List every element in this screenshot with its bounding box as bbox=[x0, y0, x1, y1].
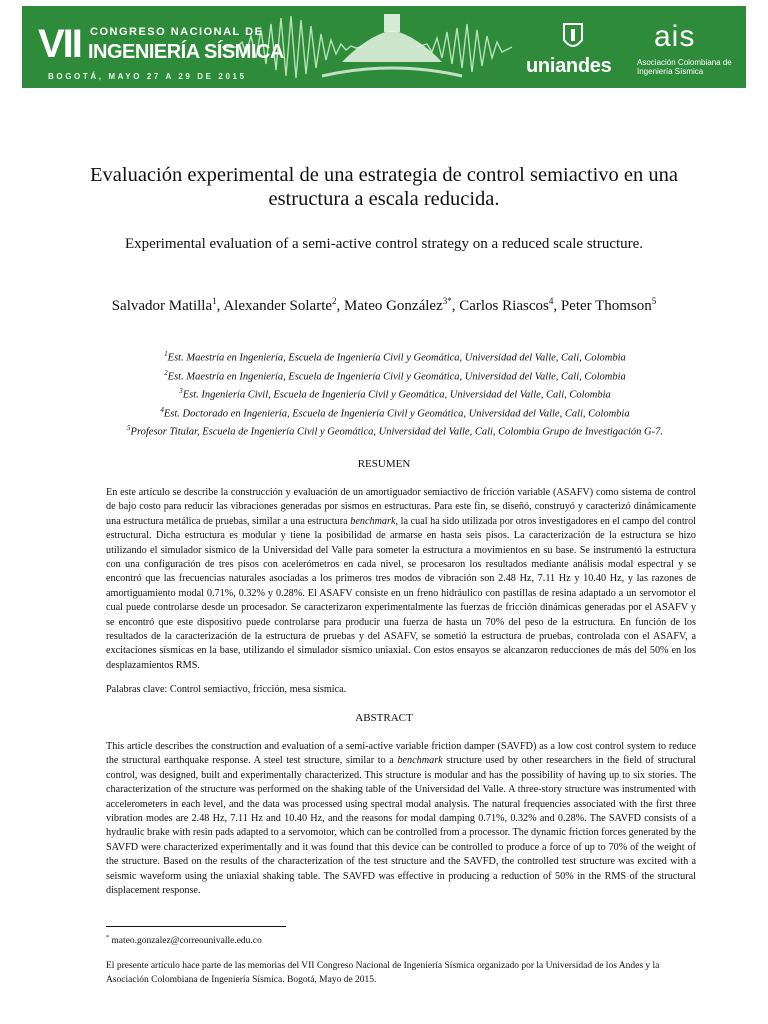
abstract-paragraph bbox=[106, 740, 696, 898]
logo-vii-numeral: VII bbox=[38, 22, 81, 66]
affiliation-text: Est. Ingeniería Civil, Escuela de Ingeniería Civil y Geomática, Universidad del Valle, Cali, Colombia bbox=[182, 389, 611, 401]
affiliation-text: Profesor Titular, Escuela de Ingeniería Civil y Geomática, Universidad del Valle, Cali, Colombia Grupo de Investigación G-7. bbox=[130, 426, 663, 438]
footnote bbox=[106, 935, 262, 946]
author-name: Alexander Solarte bbox=[223, 298, 333, 314]
affiliation-list bbox=[100, 347, 690, 440]
paper-subtitle: Experimental evaluation of a semi-active control strategy on a reduced scale structure. bbox=[124, 236, 644, 252]
affiliation-mark: 4 bbox=[160, 405, 164, 414]
proceedings-note: El presente artículo hace parte de las memorias del VII Congreso Nacional de Ingeniería Sísmica organizado por la Universidad de los Andes y la Asociación Colombiana de Ingeniería Sísmica. Bogotá, Mayo de 2015. bbox=[106, 961, 660, 985]
author-affiliation-mark: 1 bbox=[212, 296, 217, 306]
affiliation-mark: 5 bbox=[127, 424, 131, 432]
affiliation-mark: 1 bbox=[164, 350, 168, 358]
footnote-divider bbox=[106, 926, 286, 927]
affiliation-item bbox=[100, 421, 690, 440]
author-name: Salvador Matilla bbox=[111, 298, 213, 314]
affiliation-text: Est. Maestría en Ingeniería, Escuela de Ingeniería Civil y Geomática, Universidad del Valle, Cali, Colombia bbox=[167, 371, 626, 382]
author-affiliation-mark: 2 bbox=[332, 296, 337, 306]
affiliation-item bbox=[100, 403, 690, 422]
uniandes-logo-text: uniandes bbox=[526, 55, 612, 77]
resumen-paragraph bbox=[106, 486, 696, 673]
author-separator: , bbox=[216, 298, 224, 314]
footnote-mark: * bbox=[106, 935, 109, 941]
affiliation-item bbox=[100, 366, 690, 385]
footnote-email[interactable]: mateo.gonzalez@correounivalle.edu.co bbox=[111, 936, 262, 947]
ais-logo-text: ais bbox=[654, 20, 696, 53]
author-name: Mateo González bbox=[344, 298, 443, 314]
author-name: Carlos Riascos bbox=[459, 298, 549, 314]
author-affiliation-mark: 3* bbox=[442, 296, 452, 306]
logo-line-2: INGENIERÍA SÍSMICA bbox=[88, 41, 284, 63]
resumen-heading: RESUMEN bbox=[357, 458, 411, 470]
logo-line-1: CONGRESO NACIONAL DE bbox=[90, 26, 264, 38]
author-separator: , bbox=[336, 298, 345, 314]
affiliation-item bbox=[100, 347, 690, 366]
keywords: Palabras clave: Control semiactivo, fricción, mesa sísmica. bbox=[106, 684, 347, 695]
author-separator: , bbox=[451, 298, 460, 314]
author-affiliation-mark: 4 bbox=[548, 296, 554, 306]
affiliation-text: Est. Maestría en Ingeniería, Escuela de Ingeniería Civil y Geomática, Universidad del Valle, Cali, Colombia bbox=[167, 352, 626, 364]
paper-title: Evaluación experimental de una estrategia de control semiactivo en una estructura a escala reducida. bbox=[90, 164, 678, 210]
italic-term: benchmark bbox=[350, 515, 396, 527]
ais-subtitle: Asociación Colombiana de Ingeniería Sísmica bbox=[637, 58, 732, 76]
author-name: Peter Thomson bbox=[560, 298, 652, 314]
affiliation-mark: 3 bbox=[179, 387, 183, 395]
paragraph-text: structure used by other researchers in the field of structural control, was designed, built and experimentally characterized. This structure is modular and has the possibility of having up to six stories. The characterization of the structure was performed on the shaking table of the Universidad del Valle. A three-story structure was instrumented with accelerometers in each level, and the data was processed using spectral modal analysis. The natural frequencies associated with the first three vibration modes are 2.48 Hz, 7.11 Hz and 10.40 Hz, and the reasons for modal damping 0.71%, 0.32% and 0.28%. The SAVFD consists of a hydraulic brake with resin pads adapted to a servomotor, which can be controlled from a processor. The dynamic friction forces generated by the SAVFD were characterized experimentally and it was found that this device can be controlled to produce a force of up to 70% of the weight of the structure. Based on the results of the characterization of the test structure and the SAVFD, the controlled test structure was excited with a seismic waveform using the uniaxial shaking table. The SAVFD was effective in producing a reduction of 50% in the RMS of the structural displacement response. bbox=[106, 755, 696, 897]
logo-line-3: BOGOTÁ, MAYO 27 A 29 DE 2015 bbox=[48, 72, 247, 81]
conference-banner bbox=[22, 6, 746, 88]
paragraph-text: This article describes the construction and evaluation of a semi-active variable friction damper (SAVFD) as a low cost control system to reduce the structural earthquake response. A steel test structure, similar to a bbox=[106, 741, 696, 767]
affiliation-mark: 2 bbox=[164, 368, 168, 377]
paragraph-text: , la cual ha sido utilizada por otros investigadores en el campo del control estructural. Dicha estructura es modular y tiene la posibilidad de armarse en hasta seis pisos. La caracterización de la estructura se hizo utilizando el simulador sísmico de la Universidad del Valle para someter la estructura a movimientos en su base. Se instrumentó la estructura con una configuración de tres pisos con acelerómetros en cada nivel, se procesaron los resultados mediante análisis modal espectral y se encontró que las frecuencias naturales asociadas a los primeros tres modos de vibración son 2.48 Hz, 7.11 Hz y 10.40 Hz, y las razones de amortiguamiento modal 0.71%, 0.32% y 0.28%. El ASAFV consiste en un freno hidráulico con pastillas de resina adaptado a un servomotor el cual puede controlarse desde un procesador. Se caracterizaron experimentalmente las fuerzas de fricción dinámicas generadas por el ASAFV y se encontró que este dispositivo puede controlarse para producir una fuerza de hasta un 70% del peso de la estructura. En función de los resultados de la caracterización de la estructura de pruebas y del ASAFV, se sometió la estructura de pruebas, controlada con el ASAFV, a excitaciones sísmicas en la base, utilizando el simulador sísmico uniaxial. Con estos ensayos se alcanzaron reducciones de más del 50% en los desplazamientos RMS. bbox=[106, 515, 696, 671]
author-list bbox=[80, 291, 688, 316]
italic-term: benchmark bbox=[397, 755, 443, 767]
affiliation-text: Est. Doctorado en Ingeniería, Escuela de Ingeniería Civil y Geomática, Universidad del Valle, Cali, Colombia bbox=[163, 408, 630, 419]
abstract-heading: ABSTRACT bbox=[355, 712, 413, 724]
uniandes-shield-icon bbox=[562, 22, 584, 52]
author-separator: , bbox=[553, 298, 561, 314]
paragraph-text: En este artículo se describe la construcción y evaluación de un amortiguador semiactivo de fricción variable (ASAFV) como sistema de control de bajo costo para reducir las vibraciones generadas por sismos en estructuras. Para este fin, se diseñó, construyó y caracterizó dinámicamente una estructura metálica de pruebas, similar a una estructura bbox=[106, 487, 696, 527]
author-affiliation-mark: 5 bbox=[651, 296, 657, 306]
affiliation-item bbox=[100, 384, 690, 403]
